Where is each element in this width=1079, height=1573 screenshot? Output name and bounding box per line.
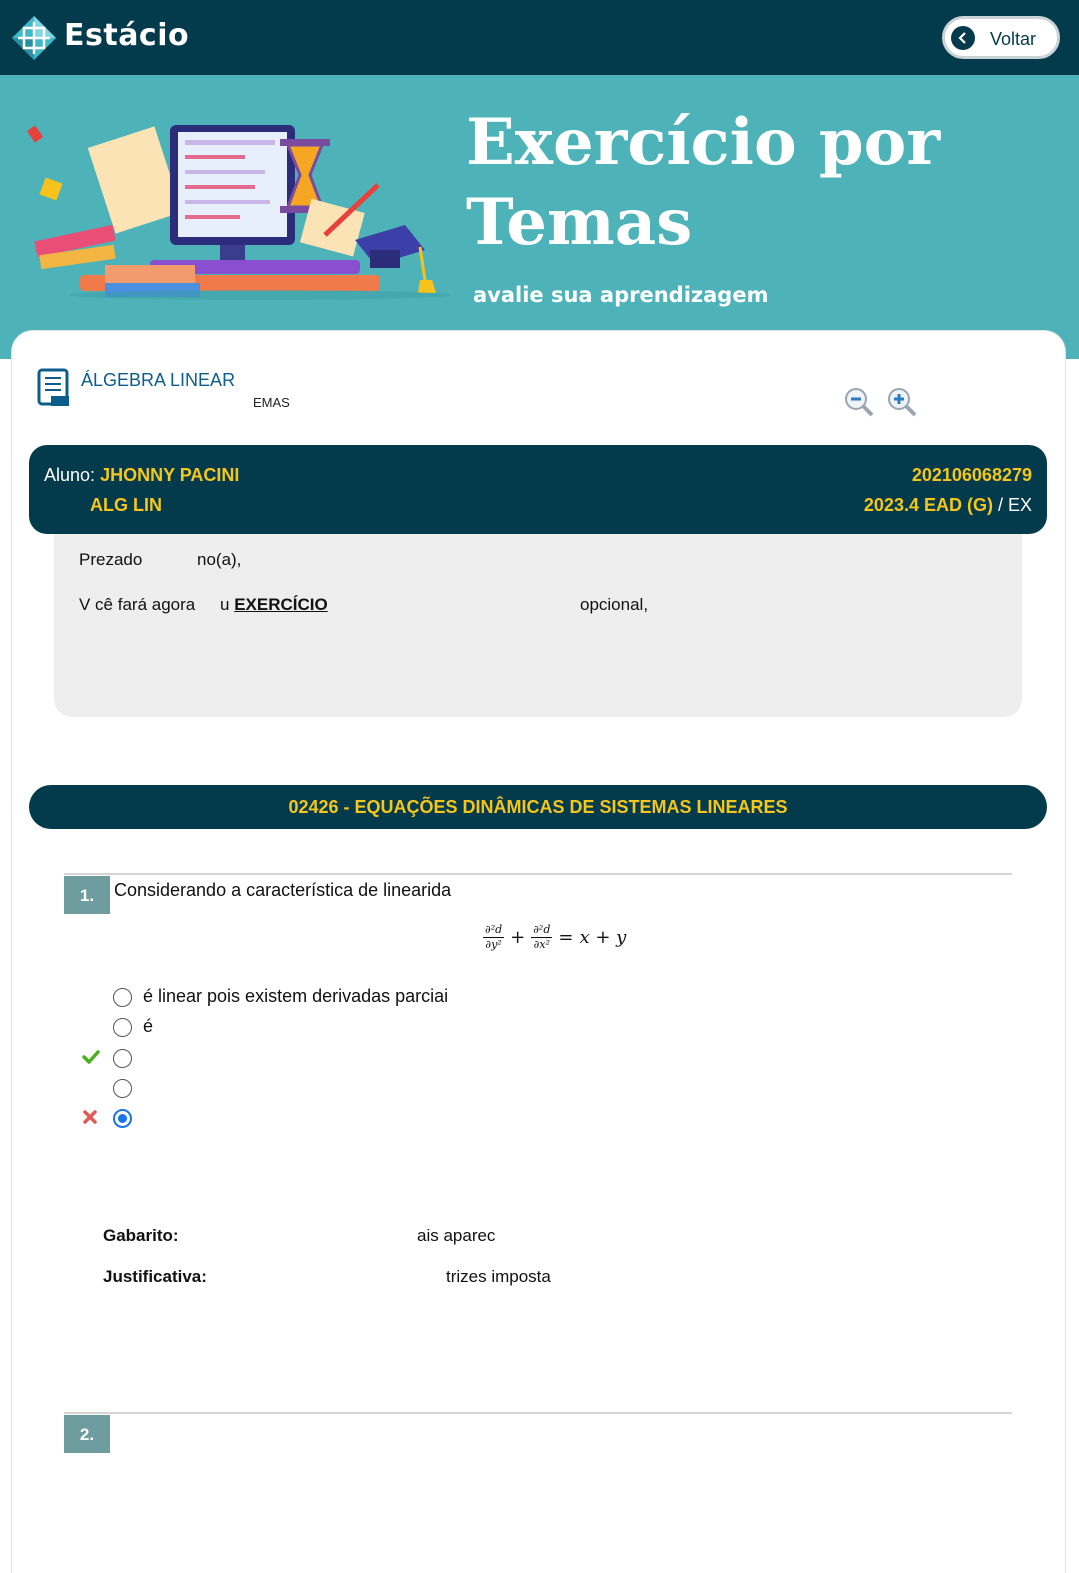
term-mode: EX <box>1007 495 1032 515</box>
subject-subtitle: EMAS <box>253 395 290 410</box>
question-1-divider <box>64 873 1012 875</box>
instruction-text-b <box>220 595 328 615</box>
hero-title-line-2: Temas <box>466 185 693 260</box>
question-1-number: 1. <box>64 876 110 914</box>
top-bar <box>0 0 1079 75</box>
course-code: ALG LIN <box>90 495 162 515</box>
formula-term-2-denominator: ∂x² <box>533 937 550 951</box>
student-name: JHONNY PACINI <box>100 465 240 485</box>
book-list-icon <box>37 368 71 408</box>
hero-title-line-1: Exercício por <box>466 105 941 180</box>
instruction-article: u <box>220 595 230 614</box>
check-icon <box>82 1049 100 1065</box>
question-1-text: Considerando a característica de linearida <box>114 880 452 900</box>
hero-subtitle: avalie sua aprendizagem <box>473 283 769 307</box>
back-arrow-icon <box>951 26 975 50</box>
student-id: 202106068279 <box>911 465 1032 485</box>
instruction-text-c: opcional, <box>580 595 649 614</box>
term: 2023.4 EAD (G) <box>863 495 993 515</box>
formula-plus: + <box>510 926 526 948</box>
brand-name: Estácio <box>64 18 190 53</box>
zoom-in-icon[interactable] <box>886 386 918 418</box>
formula-term-2-numerator: ∂²d <box>533 922 551 936</box>
option-c-radio[interactable] <box>113 1049 132 1068</box>
justification-label: Justificativa: <box>103 1267 207 1286</box>
hero-banner <box>0 75 1079 359</box>
exercise-link[interactable]: EXERCÍCIO <box>234 595 328 614</box>
topic-title-bar: 02426 - EQUAÇÕES DINÂMICAS DE SISTEMAS LINEARES <box>29 785 1047 829</box>
option-d-radio[interactable] <box>113 1079 132 1098</box>
back-button-label: Voltar <box>990 29 1037 49</box>
formula-term-1 <box>483 923 504 952</box>
option-e-radio[interactable] <box>113 1109 132 1128</box>
instructions-panel <box>54 534 1022 717</box>
formula-rhs: x + y <box>579 926 627 948</box>
option-b-label: é <box>143 1016 154 1036</box>
student-info-bar <box>29 445 1047 534</box>
cross-icon <box>82 1109 98 1125</box>
instruction-text-a: V cê fará agora <box>79 595 196 614</box>
term-separator: / <box>992 495 1008 515</box>
formula-equals: = <box>558 926 574 948</box>
formula-term-1-denominator: ∂y² <box>485 937 502 951</box>
term-line <box>864 495 1032 516</box>
option-b-radio[interactable] <box>113 1018 132 1037</box>
study-illustration <box>20 115 450 345</box>
justification-text: trizes imposta <box>446 1267 551 1286</box>
student-label: Aluno: <box>44 465 96 485</box>
greeting-suffix: no(a), <box>197 550 242 569</box>
greeting-prefix: Prezado <box>79 550 143 569</box>
question-2-divider <box>64 1412 1012 1414</box>
option-a-radio[interactable] <box>113 988 132 1007</box>
formula-term-1-numerator: ∂²d <box>485 922 503 936</box>
option-a-label: é linear pois existem derivadas parciai <box>143 986 449 1006</box>
hero-title <box>466 103 1026 263</box>
formula-term-2 <box>531 923 552 952</box>
zoom-out-icon[interactable] <box>843 386 875 418</box>
student-name-line <box>44 465 239 486</box>
estacio-logo-icon <box>10 14 58 62</box>
question-1-formula <box>483 917 626 957</box>
subject-title: ÁLGEBRA LINEAR <box>81 370 236 390</box>
answer-key-text: ais aparec <box>417 1226 496 1245</box>
back-button[interactable] <box>942 16 1060 59</box>
answer-key-label: Gabarito: <box>103 1226 179 1245</box>
question-2-number: 2. <box>64 1415 110 1453</box>
